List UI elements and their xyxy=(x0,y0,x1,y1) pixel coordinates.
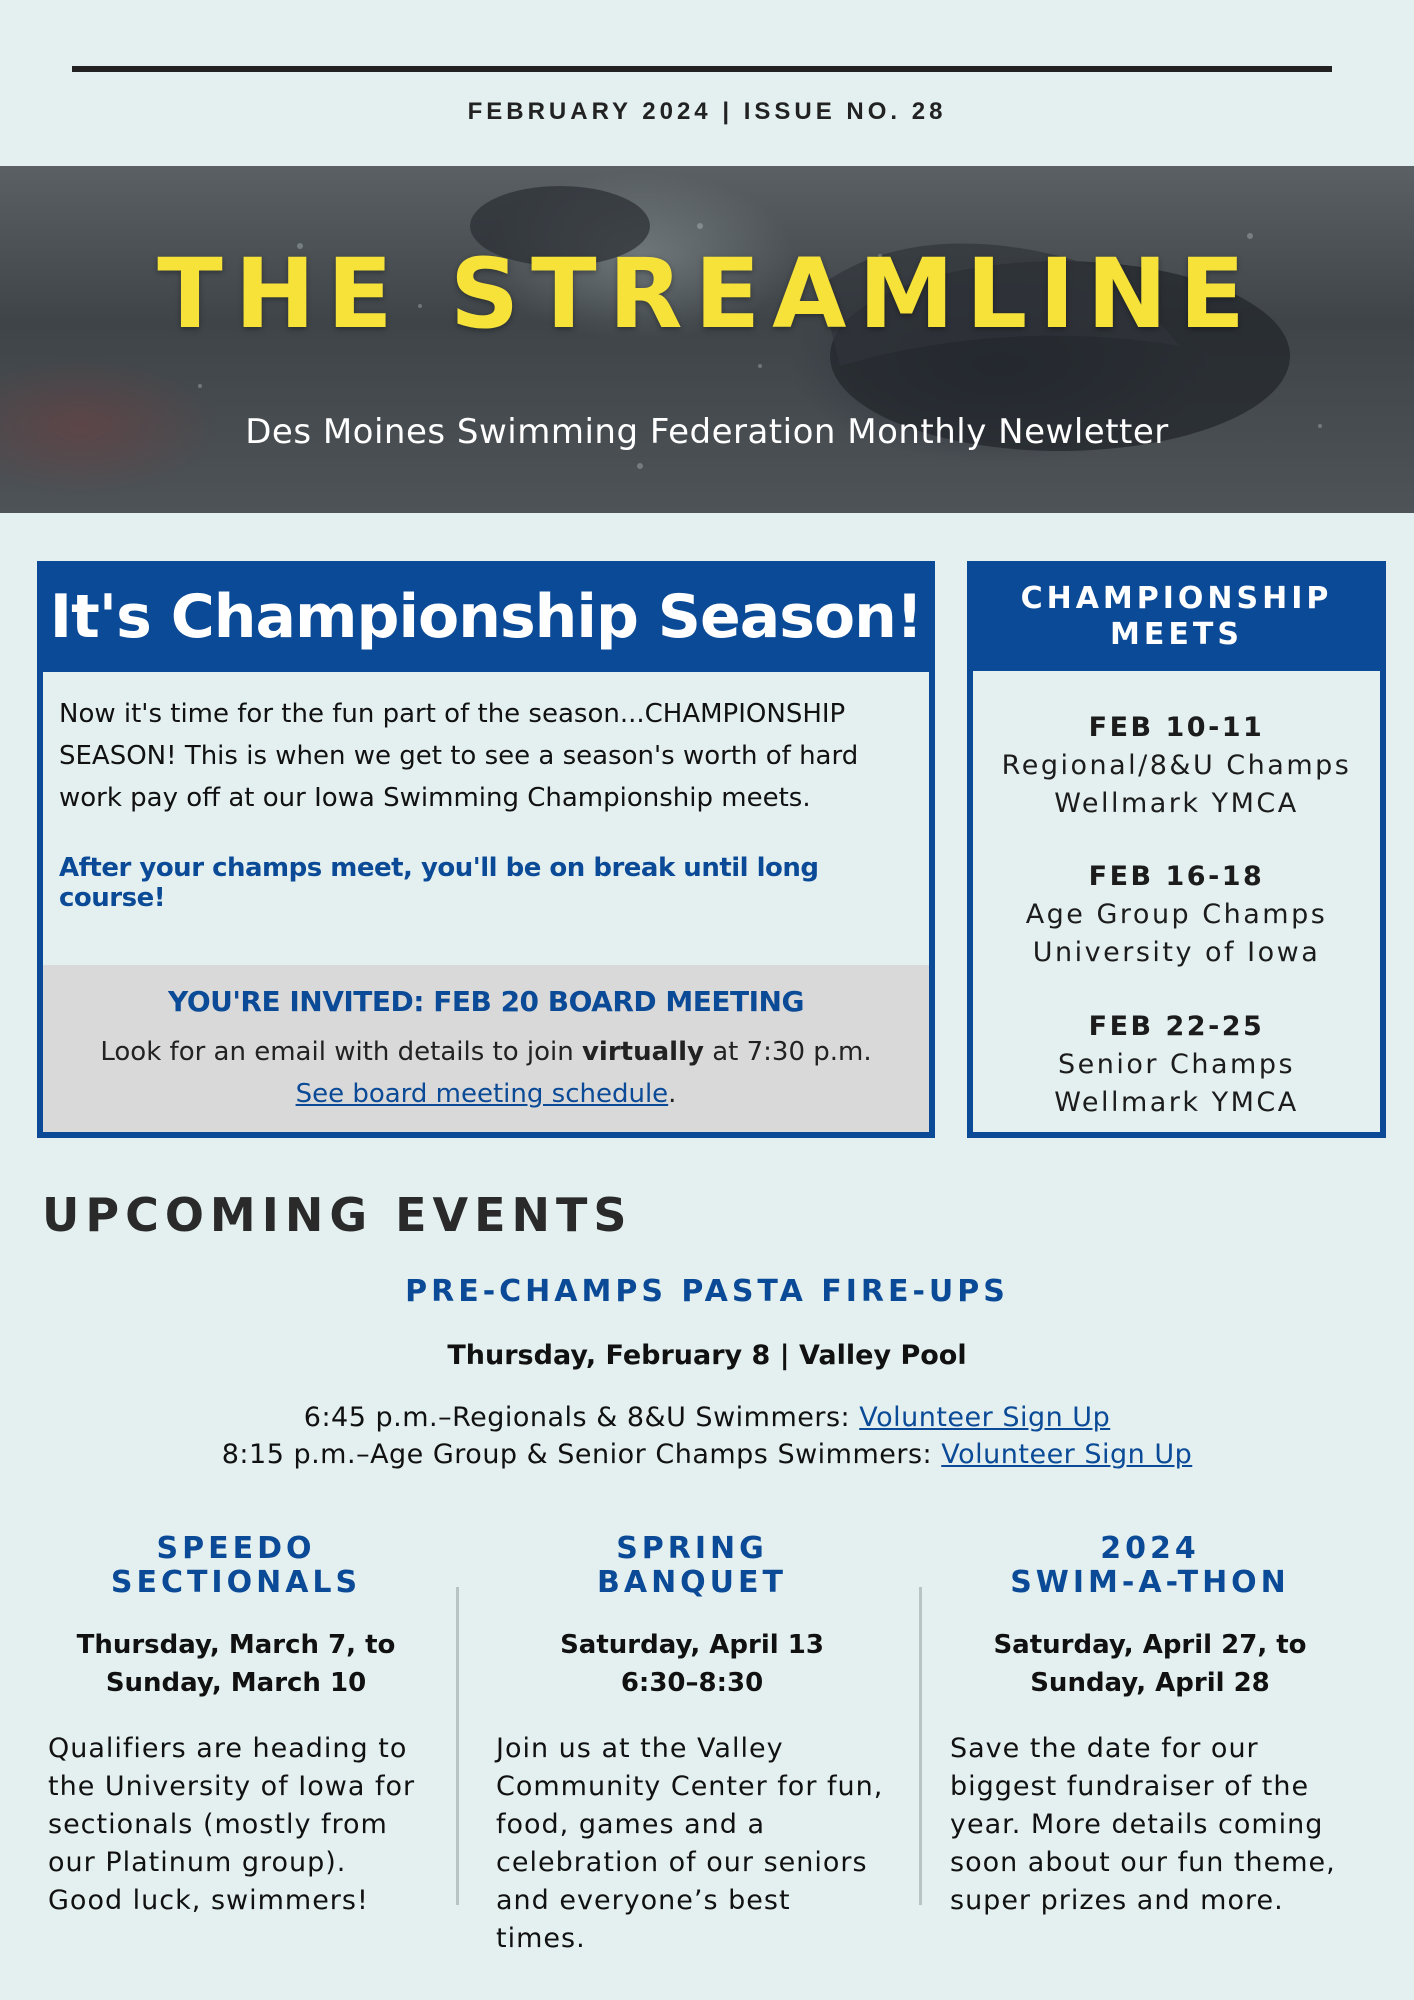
meets-heading xyxy=(973,567,1380,671)
meets-heading-line2: MEETS xyxy=(1110,617,1243,652)
event-date-line2: Sunday, April 28 xyxy=(1030,1668,1270,1698)
event-title-line2: SWIM-A-THON xyxy=(1010,1565,1290,1600)
event-date-line2: 6:30–8:30 xyxy=(620,1668,764,1698)
meet-name: Senior Champs xyxy=(1057,1049,1296,1080)
meet-date: FEB 22-25 xyxy=(1088,1011,1265,1042)
event-title xyxy=(48,1532,424,1600)
event-description: Join us at the Valley Community Center for fun, food, games and a celebration of our seniors and everyone’s best times. xyxy=(496,1733,884,1954)
season-highlight-text: After your champs meet, you'll be on break until long course! xyxy=(59,853,819,913)
meet-venue: University of Iowa xyxy=(1032,937,1321,968)
volunteer-signup-link-2[interactable]: Volunteer Sign Up xyxy=(941,1439,1193,1470)
event-column-swimathon xyxy=(950,1532,1350,1920)
invite-link-line xyxy=(43,1079,929,1109)
top-rule xyxy=(72,66,1332,72)
event-date-line2: Sunday, March 10 xyxy=(105,1668,367,1698)
championship-season-box xyxy=(37,561,935,1138)
hero-banner xyxy=(0,166,1414,513)
pasta-line-1 xyxy=(0,1402,1414,1433)
pasta-event-title: PRE-CHAMPS PASTA FIRE-UPS xyxy=(405,1274,1009,1309)
event-date-line1: Saturday, April 27, to xyxy=(993,1630,1307,1660)
board-schedule-link[interactable]: See board meeting schedule xyxy=(295,1079,669,1109)
event-title-line2: BANQUET xyxy=(596,1565,787,1600)
newsletter-title: THE STREAMLINE xyxy=(157,238,1257,350)
board-meeting-invite xyxy=(43,965,929,1132)
event-title-line1: SPRING xyxy=(616,1531,768,1566)
invite-text-post: at 7:30 p.m. xyxy=(703,1037,872,1067)
meet-item xyxy=(973,858,1380,972)
column-divider xyxy=(919,1587,922,1905)
championship-meets-box xyxy=(967,561,1386,1138)
event-column-sectionals xyxy=(48,1532,424,1920)
meet-date: FEB 10-11 xyxy=(1088,712,1265,743)
event-date xyxy=(496,1626,888,1702)
season-heading: It's Championship Season! xyxy=(43,567,929,672)
meet-name: Regional/8&U Champs xyxy=(1001,750,1352,781)
event-date-line1: Thursday, March 7, to xyxy=(76,1630,396,1660)
event-date-line1: Saturday, April 13 xyxy=(560,1630,824,1660)
event-description: Save the date for our biggest fundraiser of the year. More details coming soon about our fun theme, super prizes and more. xyxy=(950,1733,1336,1916)
invite-text-pre: Look for an email with details to join xyxy=(100,1037,582,1067)
event-title-line2: SECTIONALS xyxy=(110,1565,362,1600)
event-date xyxy=(48,1626,424,1702)
meets-heading-line1: CHAMPIONSHIP xyxy=(1020,581,1333,616)
meet-item xyxy=(973,1008,1380,1122)
column-divider xyxy=(456,1587,459,1905)
season-body-text: Now it's time for the fun part of the season...CHAMPIONSHIP SEASON! This is when we get to see a season's worth of hard work pay off at our Iowa Swimming Championship meets. xyxy=(59,699,859,813)
meet-venue: Wellmark YMCA xyxy=(1054,1087,1299,1118)
invite-link-tail: . xyxy=(668,1079,677,1109)
invite-title: YOU'RE INVITED: FEB 20 BOARD MEETING xyxy=(168,985,804,1018)
event-title-line1: SPEEDO xyxy=(156,1531,316,1566)
meet-name: Age Group Champs xyxy=(1025,899,1328,930)
meet-date: FEB 16-18 xyxy=(1088,861,1265,892)
pasta-event-date: Thursday, February 8 | Valley Pool xyxy=(447,1340,967,1371)
event-description: Qualifiers are heading to the University of Iowa for sectionals (mostly from our Platinum group). Good luck, swimmers! xyxy=(48,1733,416,1916)
newsletter-subtitle: Des Moines Swimming Federation Monthly Newletter xyxy=(245,412,1169,452)
event-title-line1: 2024 xyxy=(1100,1531,1200,1566)
invite-text-bold: virtually xyxy=(581,1037,704,1067)
meet-venue: Wellmark YMCA xyxy=(1054,788,1299,819)
upcoming-events-heading: UPCOMING EVENTS xyxy=(42,1188,633,1242)
event-date xyxy=(950,1626,1350,1702)
invite-text xyxy=(43,1037,929,1067)
event-column-banquet xyxy=(496,1532,888,1958)
issue-label: FEBRUARY 2024 | ISSUE NO. 28 xyxy=(467,98,947,125)
event-title xyxy=(496,1532,888,1600)
volunteer-signup-link-1[interactable]: Volunteer Sign Up xyxy=(859,1402,1111,1433)
pasta-line-2 xyxy=(0,1439,1414,1470)
pasta-line-2-text: 8:15 p.m.–Age Group & Senior Champs Swimmers: xyxy=(221,1439,942,1470)
event-title xyxy=(950,1532,1350,1600)
pasta-line-1-text: 6:45 p.m.–Regionals & 8&U Swimmers: xyxy=(303,1402,860,1433)
meet-item xyxy=(973,709,1380,823)
